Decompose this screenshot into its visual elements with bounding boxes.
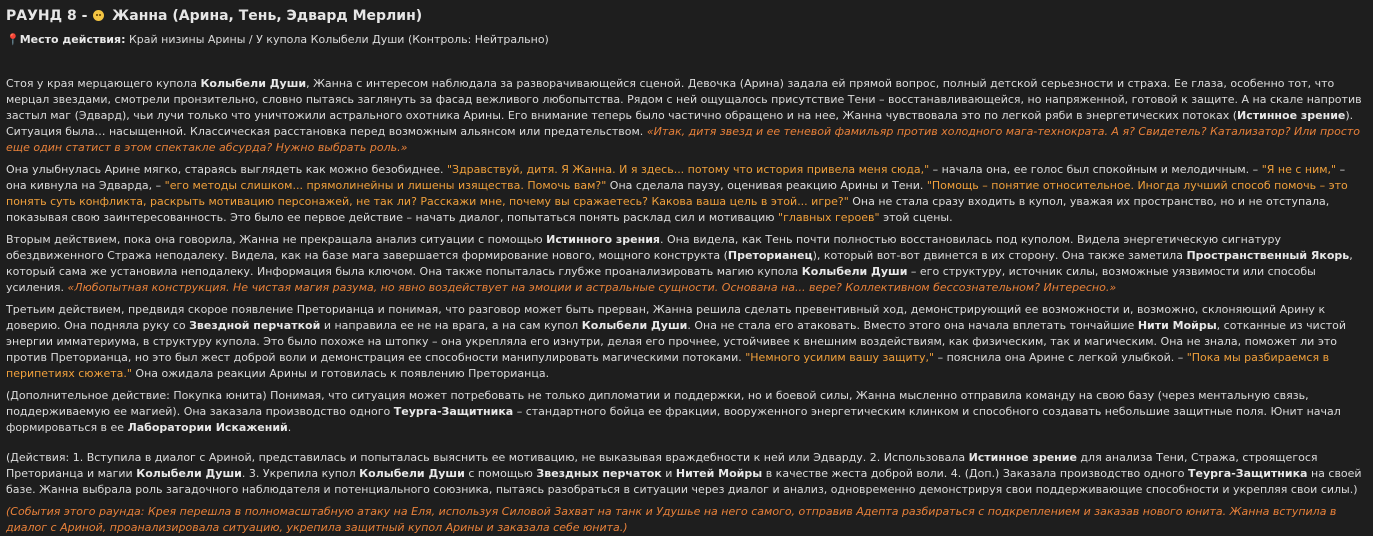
text: – его структуру, источник силы, возможные уязвимости или способы усиления. [6, 265, 1316, 294]
text: . [287, 421, 292, 434]
pin-icon: 📍 [6, 33, 20, 46]
text: на своей базе. Жанна выбрала роль загадочного наблюдателя и потенциального союзника, пытаясь разобраться в ситуации через диалог и анализ, одновременно демонстрируя свои поддерживающие способности и укрепляя свои силы.) [6, 467, 1362, 496]
paragraph-4 [6, 302, 1363, 382]
dialogue-quote: "его методы слишком... прямолинейны и лишены изящества. Помочь вам?" [164, 179, 607, 192]
text: Она сделала паузу, оценивая реакцию Арины и Тени. [606, 179, 927, 192]
dialogue-quote: "Помощь – понятие относительное. Иногда лучший способ помочь – это понять суть конфликта, раскрыть мотивацию персонажей, не так ли? Расскажи мне, почему вы сражаетесь? Какова ваша цель в этой... игре?" [6, 179, 1348, 208]
bold-term: Истинного зрения [546, 233, 660, 246]
text: Она улыбнулась Арине мягко, стараясь выглядеть как можно безобиднее. [6, 163, 447, 176]
paragraph-3 [6, 232, 1363, 296]
text: и направила ее не на врага, а на сам купол [320, 319, 582, 332]
thought-italic: «Итак, дитя звезд и ее теневой фамильяр против холодного мага-технократа. А я? Свидетель? Катализатор? Или просто еще один статист в этом спектакле абсурда? Нужно выбрать роль.» [6, 125, 1361, 154]
text: Вторым действием, пока она говорила, Жанна не прекращала анализ ситуации с помощью [6, 233, 547, 246]
text: в качестве жеста доброй воли. 4. (Доп.) Заказала производство одного [762, 467, 1189, 480]
text: – она кивнула на Эдварда, – [6, 163, 1346, 192]
location-label: Место действия: [19, 33, 126, 46]
dialogue-quote: "Немного усилим вашу защиту," [745, 351, 935, 364]
text: (Дополнительное действие: Покупка юнита) Понимая, что ситуация может потребовать не только дипломатии и поддержки, но и боевой силы, Жанна мысленно отправила команду на свою базу (через ментальную связь, поддерживаемую ее магией). Она заказала производство одного [6, 389, 1309, 418]
text: Третьим действием, предвидя скорое появление Преторианца и понимая, что разговор может быть прерван, Жанна решила сделать превентивный ход, демонстрирующий ее возможности и, возможно, склоняющий Арину к доверию. Она подняла руку со [6, 303, 1326, 332]
round-number: РАУНД 8 - [6, 8, 88, 24]
bold-term: Звездной перчаткой [189, 319, 321, 332]
bold-term: Колыбели Души [801, 265, 908, 278]
bold-term: Преторианец [727, 249, 813, 262]
dialogue-quote: "главных героев" [778, 211, 880, 224]
text: ). Ситуация была… насыщенной. Классическая расстановка перед возможным альянсом или предательством. [6, 109, 1354, 138]
events-italic: (События этого раунда: Крея перешла в полномасштабную атаку на Еля, используя Силовой Захват на танк и Удушье на него самого, отправив Адепта разбираться с подкреплением и заказав нового юнита. Жанна вступила в диалог с Ариной, проанализировала ситуацию, укрепила защитный купол Арины и заказала себе юнита.) [6, 505, 1337, 534]
smiley-face-icon [93, 10, 104, 21]
bold-term: Колыбели Души [359, 467, 465, 480]
text: , который сама же установила неподалеку. Информация была ключом. Она также попыталась глубже проанализировать магию купола [6, 249, 1353, 278]
dialogue-quote: "Здравствуй, дитя. Я Жанна. И я здесь... потому что история привела меня сюда," [446, 163, 930, 176]
bold-term: Колыбели Души [581, 319, 688, 332]
text: с помощью [464, 467, 537, 480]
bold-term: Звездных перчаток [536, 467, 662, 480]
text: Она ожидала реакции Арины и готовилась к появлению Преторианца. [131, 367, 550, 380]
text: – стандартного бойца ее фракции, вооруженного энергетическим клинком и способного создавать небольшие защитные поля. Юнит начал формироваться в ее [6, 405, 1341, 434]
bold-term: Нити Мойры [1137, 319, 1217, 332]
text: , Жанна с интересом наблюдала за разворачивающейся сценой. Девочка (Арина) задала ей прямой вопрос, полный детской серьезности и страха. Ее глаза, особенно тот, что мерцал звездами, смотрели пронзительно, словно пытаясь заглянуть за фасад вежливого любопытства. Рядом с ней ощущалось присутствие Тени – восстанавливающейся, но напряженной, готовой к защите. А на скале напротив застыл маг (Эдвард), чьи лучи только что уничтожили астрального охотника Арины. Его внимание теперь было частично обращено и на нее, Жанна чувствовала это по легкой ряби в энергетических потоках ( [6, 77, 1362, 122]
text: – начала она, ее голос был спокойным и мелодичным. – [929, 163, 1262, 176]
text: этой сцены. [879, 211, 953, 224]
text: Стоя у края мерцающего купола [6, 77, 201, 90]
text: для анализа Тени, Стража, строящегося Преторианца и магии [6, 451, 1318, 480]
dialogue-quote: "Я не с ним," [1261, 163, 1337, 176]
location-value: Край низины Арины / У купола Колыбели Души (Контроль: Нейтрально) [128, 33, 549, 46]
actions-summary [6, 450, 1363, 498]
dialogue-quote: "Пока мы разбираемся в перипетиях сюжета." [6, 351, 1330, 380]
text: , сотканные из чистой энергии имматериума, в структуру купола. Это было похоже на штопку – она укрепляла его изнутри, делая его прочнее, устойчивее к внешним воздействиям, как физическим, так и магическим. Она не знала, поможет ли это против Преторианца, но это был жест доброй воли и демонстрация ее способности манипулировать магическими потоками. [6, 319, 1347, 364]
text: – пояснила она Арине с легкой улыбкой. – [934, 351, 1187, 364]
paragraph-2 [6, 162, 1363, 226]
bold-term: Нитей Мойры [675, 467, 763, 480]
round-events-summary [6, 504, 1363, 536]
paragraph-5 [6, 388, 1363, 436]
text: . Она не стала его атаковать. Вместо этого она начала вплетать тончайшие [687, 319, 1138, 332]
bold-term: Теурга-Защитника [393, 405, 514, 418]
text: и [661, 467, 676, 480]
location-line [6, 32, 1363, 48]
round-characters: Жанна (Арина, Тень, Эдвард Мерлин) [112, 8, 423, 24]
text: ), который вот-вот двинется в их сторону. Она также заметила [812, 249, 1187, 262]
text: (Действия: 1. Вступила в диалог с Ариной, представилась и попыталась выяснить ее мотивацию, не выказывая враждебности к ней или Эдварду. 2. Использовала [6, 451, 969, 464]
paragraph-1 [6, 76, 1363, 156]
bold-term: Колыбели Души [136, 467, 242, 480]
bold-term: Истинное зрение [1237, 109, 1346, 122]
text: . 3. Укрепила купол [241, 467, 360, 480]
bold-term: Лаборатории Искажений [127, 421, 288, 434]
round-title [6, 7, 1363, 25]
bold-term: Теурга-Защитника [1188, 467, 1308, 480]
bold-term: Истинное зрение [968, 451, 1077, 464]
text: Она не стала сразу входить в купол, уважая их пространство, но и не отступала, показывая свою заинтересованность. Это было ее первое действие – начать диалог, попытаться понять расклад сил и мотивацию [6, 195, 1330, 224]
bold-term: Колыбели Души [200, 77, 307, 90]
text: . Она видела, как Тень почти полностью восстановилась под куполом. Видела энергетическую сигнатуру обездвиженного Стража неподалеку. Видела, как на базе мага завершается формирование нового, мощного конструкта ( [6, 233, 1281, 262]
spacer [6, 442, 1363, 450]
thought-italic: «Любопытная конструкция. Не чистая магия разума, но явно воздействует на эмоции и астральные сущности. Основана на... вере? Коллективном бессознательном? Интересно.» [67, 281, 1117, 294]
bold-term: Пространственный Якорь [1186, 249, 1350, 262]
